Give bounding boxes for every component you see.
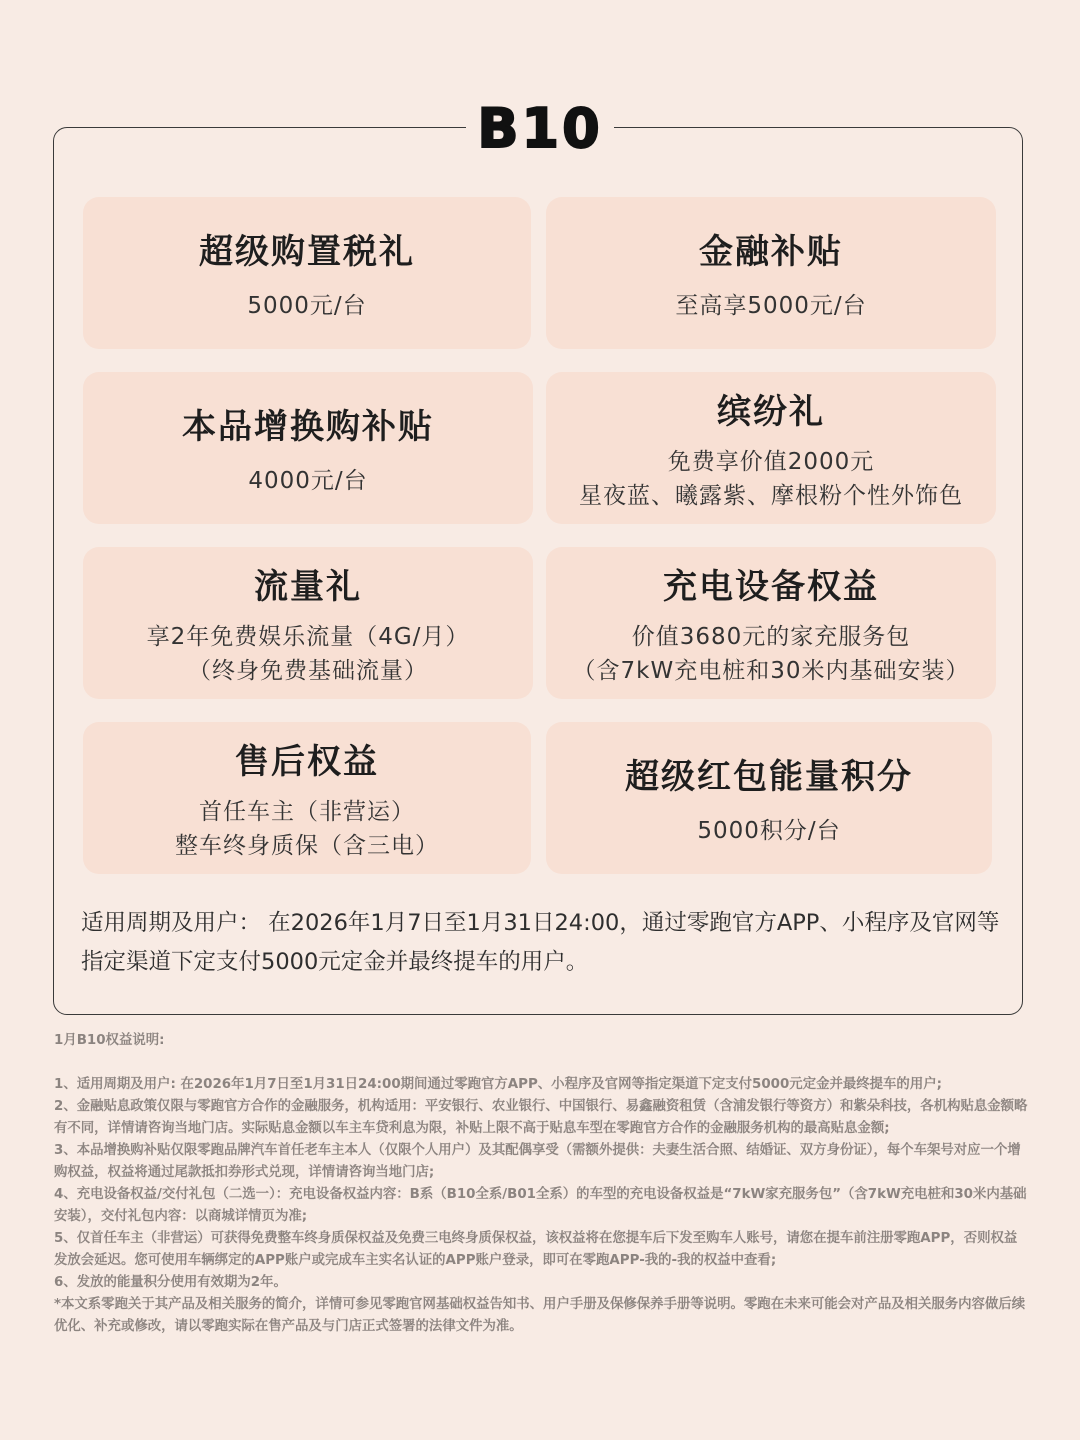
card-title: 超级红包能量积分 xyxy=(625,756,913,797)
note-item: 6、发放的能量积分使用有效期为2年。 xyxy=(54,1275,287,1290)
note-item: 4、充电设备权益/交付礼包（二选一）：充电设备权益内容：B系（B10全系/B01全系）的车型的充电设备权益是“7kW家充服务包”（含7kW充电桩和30米内基础安装），交付礼包内容：以商城详情页为准; xyxy=(54,1187,1027,1224)
card-title: 本品增换购补贴 xyxy=(182,406,434,447)
card-title: 缤纷礼 xyxy=(717,391,825,432)
card-line: 5000元/台 xyxy=(247,292,367,319)
card-title: 流量礼 xyxy=(254,566,362,607)
title-wrap xyxy=(466,90,614,166)
card-title: 售后权益 xyxy=(235,741,379,782)
card-line: 整车终身质保（含三电） xyxy=(175,832,439,859)
card-line: 免费享价值2000元 xyxy=(667,448,875,475)
card-line: （终身免费基础流量） xyxy=(188,657,428,684)
period-text: 适用周期及用户： 在2026年1月7日至1月31日24:00，通过零跑官方APP、小程序及官网等指定渠道下定支付5000元定金并最终提车的用户。 xyxy=(81,910,1000,975)
card-color-gift xyxy=(546,372,996,524)
card-title: 超级购置税礼 xyxy=(199,231,415,272)
card-line: 4000元/台 xyxy=(248,467,368,494)
card-line: （含7kW充电桩和30米内基础安装） xyxy=(572,657,970,684)
card-title: 充电设备权益 xyxy=(663,566,879,607)
card-line: 5000积分/台 xyxy=(697,817,841,844)
card-title: 金融补贴 xyxy=(699,231,843,272)
card-charging-equipment xyxy=(546,547,996,699)
card-line: 价值3680元的家充服务包 xyxy=(631,623,911,650)
disclaimer: *本文系零跑关于其产品及相关服务的简介，详情可参见零跑官网基础权益告知书、用户手册及保修保养手册等说明。零跑在未来可能会对产品及相关服务内容做后续优化、补充或修改，请以零跑实际在售产品及与门店正式签署的法律文件为准。 xyxy=(54,1297,1026,1334)
note-item: 1、适用周期及用户: 在2026年1月7日至1月31日24:00期间通过零跑官方APP、小程序及官网等指定渠道下定支付5000元定金并最终提车的用户; xyxy=(54,1077,942,1092)
page-title: B10 xyxy=(477,96,603,160)
note-item: 5、仅首任车主（非营运）可获得免费整车终身质保权益及免费三电终身质保权益，该权益将在您提车后下发至购车人账号，请您在提车前注册零跑APP，否则权益发放会延迟。您可使用车辆绑定的APP账户或完成车主实名认证的APP账户登录，即可在零跑APP-我的-我的权益中查看; xyxy=(54,1231,1018,1268)
notes-heading: 1月B10权益说明: xyxy=(54,1033,165,1048)
card-line: 星夜蓝、曦露紫、摩根粉个性外饰色 xyxy=(579,482,963,509)
note-item: 2、金融贴息政策仅限与零跑官方合作的金融服务，机构适用：平安银行、农业银行、中国银行、易鑫融资租赁（含浦发银行等资方）和紫朵科技，各机构贴息金额略有不同，详情请咨询当地门店。实际贴息金额以车主车贷利息为限，补贴上限不高于贴息车型在零跑官方合作的金融服务机构的最高贴息金额; xyxy=(54,1099,1028,1136)
terms-notes xyxy=(54,1030,1029,1338)
card-finance-subsidy xyxy=(546,197,996,349)
card-energy-points xyxy=(546,722,992,874)
card-after-sales xyxy=(83,722,531,874)
card-purchase-tax xyxy=(83,197,531,349)
card-line: 享2年免费娱乐流量（4G/月） xyxy=(146,623,470,650)
card-line: 首任车主（非营运） xyxy=(199,798,415,825)
card-line: 至高享5000元/台 xyxy=(675,292,867,319)
card-trade-in-subsidy xyxy=(83,372,533,524)
note-item: 3、本品增换购补贴仅限零跑品牌汽车首任老车主本人（仅限个人用户）及其配偶享受（需额外提供：夫妻生活合照、结婚证、双方身份证），每个车架号对应一个增购权益，权益将通过尾款抵扣券形式兑现，详情请咨询当地门店; xyxy=(54,1143,1021,1180)
card-data-gift xyxy=(83,547,533,699)
